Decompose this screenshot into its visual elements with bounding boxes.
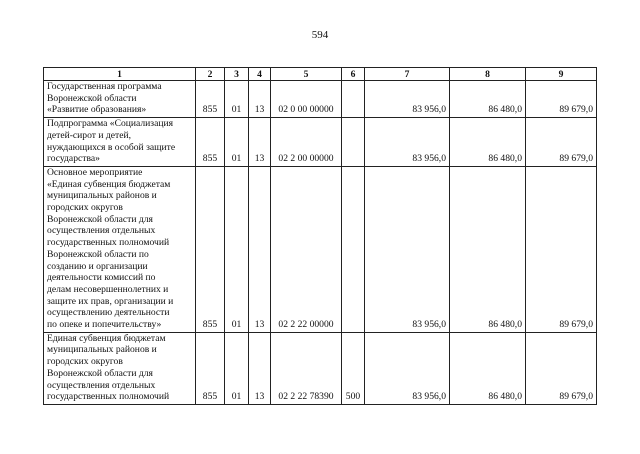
- table-header-row: [44, 68, 597, 81]
- header-cell: 6: [342, 68, 365, 81]
- row-name-cell: [44, 118, 196, 167]
- header-cell: 2: [196, 68, 225, 81]
- row-name-cell: [44, 81, 196, 118]
- header-cell: 8: [450, 68, 526, 81]
- cell-target-article: 02 2 00 00000: [271, 118, 342, 167]
- row-name-line: Подпрограмма «Социализация: [47, 118, 174, 130]
- row-name-line: городских округов: [47, 202, 123, 214]
- cell-section: 01: [225, 332, 249, 404]
- table-row: [44, 166, 597, 332]
- row-name-line: Государственная программа: [47, 81, 162, 92]
- header-cell: 1: [44, 68, 196, 81]
- cell-code: 855: [196, 332, 225, 404]
- row-name-line: осуществления отдельных: [47, 379, 156, 391]
- cell-target-article: 02 0 00 00000: [271, 81, 342, 118]
- header-cell: 4: [249, 68, 271, 81]
- cell-section: 01: [225, 81, 249, 118]
- row-name-line: Воронежской области: [47, 92, 137, 104]
- cell-expense-type: [342, 166, 365, 332]
- row-name-line: Основное мероприятие: [47, 166, 143, 178]
- cell-subsection: 13: [249, 166, 271, 332]
- row-name-line: по опеке и попечительству»: [47, 319, 162, 331]
- cell-section: 01: [225, 166, 249, 332]
- cell-expense-type: [342, 81, 365, 118]
- row-name-line: созданию и организации: [47, 260, 148, 272]
- cell-code: 855: [196, 166, 225, 332]
- table-row: [44, 118, 597, 167]
- cell-amount-col7: 83 956,0: [365, 81, 450, 118]
- row-name-line: нуждающихся в особой защите: [47, 141, 176, 153]
- row-name-cell: [44, 166, 196, 332]
- row-name-line: государства»: [47, 153, 100, 165]
- table-row: [44, 332, 597, 404]
- cell-amount-col8: 86 480,0: [450, 166, 526, 332]
- cell-amount-col8: 86 480,0: [450, 332, 526, 404]
- row-name-line: осуществлению деятельности: [47, 307, 170, 319]
- cell-target-article: 02 2 22 78390: [271, 332, 342, 404]
- row-name-line: делам несовершеннолетних и: [47, 283, 169, 295]
- cell-subsection: 13: [249, 118, 271, 167]
- row-name-line: «Единая субвенция бюджетам: [47, 178, 171, 190]
- row-name-cell: [44, 332, 196, 404]
- header-cell: 5: [271, 68, 342, 81]
- row-name-line: муниципальных районов и: [47, 190, 157, 202]
- row-name-line: городских округов: [47, 356, 123, 368]
- page-number: 594: [311, 29, 329, 41]
- row-name-line: государственных полномочий: [47, 391, 170, 403]
- cell-amount-col9: 89 679,0: [526, 332, 597, 404]
- cell-expense-type: [342, 118, 365, 167]
- cell-subsection: 13: [249, 332, 271, 404]
- row-name-line: «Развитие образования»: [47, 104, 147, 116]
- cell-amount-col9: 89 679,0: [526, 166, 597, 332]
- header-cell: 3: [225, 68, 249, 81]
- cell-amount-col8: 86 480,0: [450, 118, 526, 167]
- cell-amount-col7: 83 956,0: [365, 332, 450, 404]
- cell-amount-col8: 86 480,0: [450, 81, 526, 118]
- row-name-line: Воронежской области для: [47, 367, 153, 379]
- cell-expense-type: 500: [342, 332, 365, 404]
- header-cell: 9: [526, 68, 597, 81]
- cell-amount-col9: 89 679,0: [526, 118, 597, 167]
- cell-target-article: 02 2 22 00000: [271, 166, 342, 332]
- cell-section: 01: [225, 118, 249, 167]
- cell-subsection: 13: [249, 81, 271, 118]
- budget-table: [43, 67, 597, 405]
- row-name-line: Воронежской области для: [47, 213, 153, 225]
- row-name-line: Единая субвенция бюджетам: [47, 332, 166, 344]
- row-name-line: государственных полномочий: [47, 237, 170, 249]
- cell-amount-col7: 83 956,0: [365, 166, 450, 332]
- cell-amount-col9: 89 679,0: [526, 81, 597, 118]
- row-name-line: деятельности комиссий по: [47, 272, 156, 284]
- cell-amount-col7: 83 956,0: [365, 118, 450, 167]
- row-name-line: осуществления отдельных: [47, 225, 156, 237]
- row-name-line: Воронежской области по: [47, 248, 149, 260]
- row-name-line: детей-сирот и детей,: [47, 129, 132, 141]
- cell-code: 855: [196, 118, 225, 167]
- header-cell: 7: [365, 68, 450, 81]
- row-name-line: защите их прав, организации и: [47, 295, 174, 307]
- cell-code: 855: [196, 81, 225, 118]
- row-name-line: муниципальных районов и: [47, 344, 157, 356]
- table-row: [44, 81, 597, 118]
